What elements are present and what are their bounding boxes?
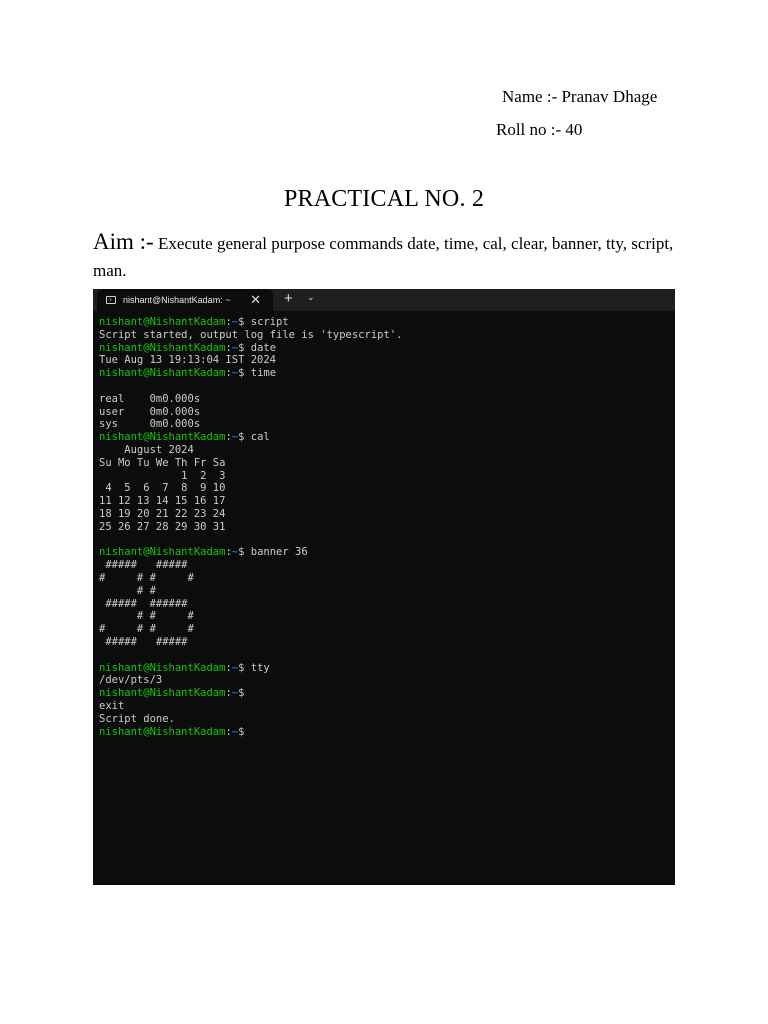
terminal-output-line <box>99 354 675 367</box>
prompt-path: ~ <box>231 546 239 559</box>
terminal-output-line <box>99 508 675 521</box>
command-text: script <box>244 316 289 328</box>
prompt-colon: : <box>225 725 232 738</box>
terminal-output-line <box>99 470 675 483</box>
new-tab-button[interactable]: + <box>284 290 293 307</box>
terminal-output-line <box>99 329 675 342</box>
terminal-prompt-line <box>99 342 675 355</box>
output-text: Script started, output log file is 'typescript'. <box>99 328 403 341</box>
output-text: sys 0m0.000s <box>99 418 201 431</box>
terminal-output-line <box>99 713 675 726</box>
prompt-path: ~ <box>231 725 239 738</box>
prompt-symbol: $ <box>238 341 245 354</box>
prompt-colon: : <box>225 546 232 559</box>
tab-title: nishant@NishantKadam: ~ <box>123 295 231 305</box>
terminal-output-line <box>99 495 675 508</box>
prompt-user: nishant@NishantKadam <box>99 431 226 444</box>
terminal-prompt-line <box>99 367 675 380</box>
output-text: exit <box>99 699 125 712</box>
terminal-output-line <box>99 418 675 431</box>
command-text: cal <box>244 431 270 444</box>
terminal-icon <box>106 296 116 304</box>
output-text: Tue Aug 13 19:13:04 IST 2024 <box>99 354 277 367</box>
prompt-symbol: $ <box>238 367 245 380</box>
terminal-output-line <box>99 623 675 636</box>
command-text: tty <box>244 661 270 674</box>
prompt-user: nishant@NishantKadam <box>99 341 226 354</box>
output-text: 11 12 13 14 15 16 17 <box>99 495 226 508</box>
prompt-path: ~ <box>231 367 239 380</box>
output-text: /dev/pts/3 <box>99 674 163 687</box>
output-text: # # # # <box>99 571 194 584</box>
prompt-colon: : <box>225 687 232 700</box>
command-text: banner 36 <box>244 546 308 559</box>
prompt-user: nishant@NishantKadam <box>99 661 226 674</box>
prompt-path: ~ <box>231 431 239 444</box>
terminal-output-line <box>99 572 675 585</box>
terminal-output-line <box>99 406 675 419</box>
prompt-symbol: $ <box>238 546 245 559</box>
close-icon[interactable]: ✕ <box>250 292 261 307</box>
terminal-output <box>93 311 675 738</box>
terminal-output-line <box>99 393 675 406</box>
prompt-user: nishant@NishantKadam <box>99 316 226 328</box>
terminal-output-line <box>99 700 675 713</box>
terminal-prompt-line <box>99 687 675 700</box>
terminal-output-line <box>99 482 675 495</box>
aim-label: Aim :- <box>93 229 154 254</box>
output-text: August 2024 <box>99 443 194 456</box>
aim-paragraph <box>93 228 693 284</box>
terminal-prompt-line <box>99 546 675 559</box>
terminal-output-line <box>99 636 675 649</box>
output-text: 1 2 3 <box>99 469 226 482</box>
output-text: 4 5 6 7 8 9 10 <box>99 482 226 495</box>
terminal-prompt-line <box>99 431 675 444</box>
terminal-output-line <box>99 380 675 393</box>
student-name: Name :- Pranav Dhage <box>502 87 658 106</box>
command-text: time <box>244 367 277 380</box>
terminal-screenshot <box>93 289 675 885</box>
aim-text: Execute general purpose commands date, time, cal, clear, banner, tty, script, man. <box>93 234 674 280</box>
terminal-prompt-line <box>99 662 675 675</box>
prompt-colon: : <box>225 661 232 674</box>
terminal-tab-bar <box>93 289 675 311</box>
prompt-user: nishant@NishantKadam <box>99 546 226 559</box>
output-text: ##### ###### <box>99 597 188 610</box>
prompt-path: ~ <box>231 687 239 700</box>
prompt-colon: : <box>225 431 232 444</box>
output-text: # # # # <box>99 623 194 636</box>
terminal-output-line <box>99 444 675 457</box>
prompt-user: nishant@NishantKadam <box>99 725 226 738</box>
prompt-path: ~ <box>231 661 239 674</box>
terminal-output-line <box>99 610 675 623</box>
output-text: 18 19 20 21 22 23 24 <box>99 507 226 520</box>
terminal-prompt-line <box>99 726 675 739</box>
terminal-prompt-line <box>99 316 675 329</box>
prompt-symbol: $ <box>238 431 245 444</box>
output-text: ##### ##### <box>99 635 188 648</box>
terminal-output-line <box>99 521 675 534</box>
prompt-symbol: $ <box>238 316 245 328</box>
prompt-user: nishant@NishantKadam <box>99 687 226 700</box>
terminal-output-line <box>99 649 675 662</box>
output-text: Script done. <box>99 712 175 725</box>
output-text: # # <box>99 584 156 597</box>
output-text: # # # <box>99 610 194 623</box>
command-text: date <box>244 341 277 354</box>
prompt-symbol: $ <box>238 725 245 738</box>
output-text: real 0m0.000s <box>99 392 201 405</box>
output-text: user 0m0.000s <box>99 405 201 418</box>
terminal-output-line <box>99 674 675 687</box>
prompt-path: ~ <box>231 341 239 354</box>
terminal-output-line <box>99 598 675 611</box>
terminal-output-line <box>99 534 675 547</box>
terminal-output-line <box>99 585 675 598</box>
output-text: ##### ##### <box>99 559 188 572</box>
page-title: PRACTICAL NO. 2 <box>283 186 485 212</box>
prompt-path: ~ <box>231 316 239 328</box>
prompt-user: nishant@NishantKadam <box>99 367 226 380</box>
roll-number: Roll no :- 40 <box>496 120 583 139</box>
terminal-output-line <box>99 559 675 572</box>
prompt-symbol: $ <box>238 687 245 700</box>
terminal-tab[interactable] <box>97 289 273 311</box>
output-text: Su Mo Tu We Th Fr Sa <box>99 456 226 469</box>
terminal-output-line <box>99 457 675 470</box>
chevron-down-icon[interactable]: ⌄ <box>307 292 315 302</box>
prompt-colon: : <box>225 341 232 354</box>
prompt-colon: : <box>225 316 232 328</box>
prompt-colon: : <box>225 367 232 380</box>
output-text: 25 26 27 28 29 30 31 <box>99 520 226 533</box>
prompt-symbol: $ <box>238 661 245 674</box>
